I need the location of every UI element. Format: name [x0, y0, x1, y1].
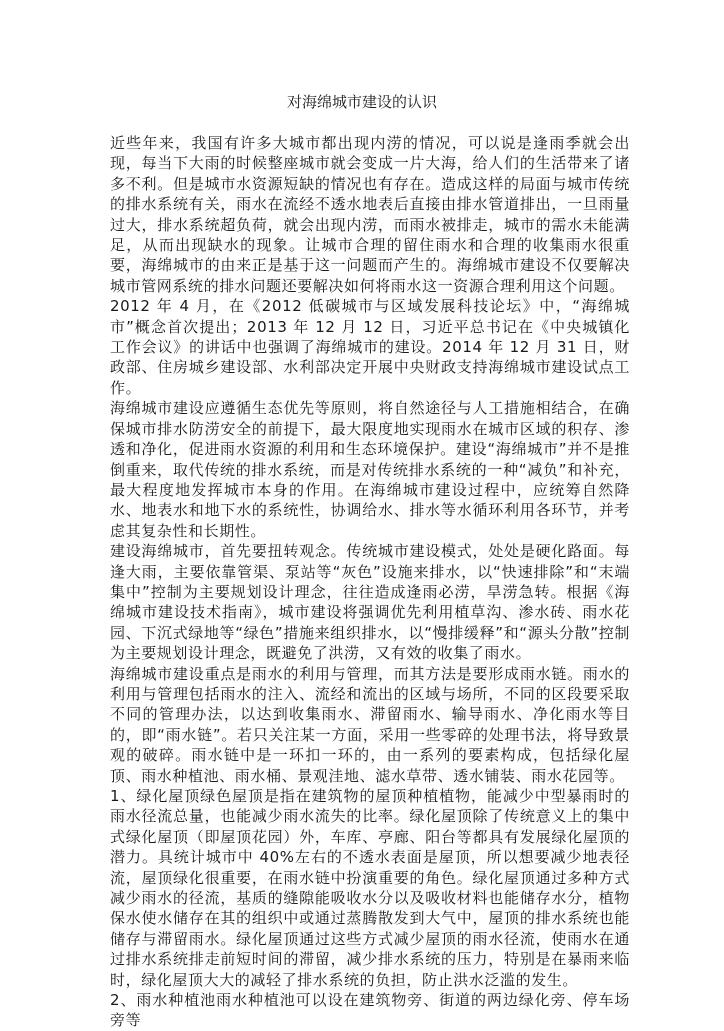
paragraph-principles: 海绵城市建设应遵循生态优先等原则，将自然途径与人工措施相结合，在确保城市排水防涝安全的前提下，最大限度地实现雨水在城市区域的积存、渗透和净化，促进雨水资源的利用和生态环境保护。建设“海绵城市”并不是推倒重来，取代传统的排水系统，而是对传统排水系统的一种“减负”和补充，最大程度地发挥城市本身的作用。在海绵城市建设过程中，应统筹自然降水、地表水和地下水的系统性，协调给水、排水等水循环利用各环节，并考虑其复杂性和长期性。	[110, 399, 630, 540]
paragraph-concept-change: 建设海绵城市，首先要扭转观念。传统城市建设模式，处处是硬化路面。每逢大雨，主要依靠管渠、泵站等“灰色”设施来排水，以“快速排除”和“末端集中”控制为主要规划设计理念，往往造成逢雨必涝，旱涝急转。根据《海绵城市建设技术指南》，城市建设将强调优先利用植草沟、渗水砖、雨水花园、下沉式绿地等“绿色”措施来组织排水，以“慢排缓释”和“源头分散”控制为主要规划设计理念，既避免了洪涝，又有效的收集了雨水。	[110, 542, 630, 663]
paragraph-rain-chain: 海绵城市建设重点是雨水的利用与管理，而其方法是要形成雨水链。雨水的利用与管理包括雨水的注入、流经和流出的区域与场所，不同的区段要采取不同的管理办法，以达到收集雨水、滞留雨水、输导雨水、净化雨水等目的，即“雨水链”。若只关注某一方面，采用一些零碎的处理书法，将导致景观的破碎。雨水链中是一环扣一环的，由一系列的要素构成，包括绿化屋顶、雨水种植池、雨水桶、景观洼地、滤水草带、透水铺装、雨水花园等。	[110, 664, 630, 785]
paragraph-intro: 近些年来，我国有许多大城市都出现内涝的情况，可以说是逢雨季就会出现，每当下大雨的时候整座城市就会变成一片大海，给人们的生活带来了诸多不利。但是城市水资源短缺的情况也有存在。造成这样的局面与城市传统的排水系统有关，雨水在流经不透水地表后直接由排水管道排出，一旦雨量过大，排水系统超负荷，就会出现内涝，而雨水被排走，城市的需水未能满足，从而出现缺水的现象。让城市合理的留住雨水和合理的收集雨水很重要，海绵城市的由来正是基于这一问题而产生的。海绵城市建设不仅要解决城市管网系统的排水问题还要解决如何将雨水这一资源合理利用这个问题。	[110, 134, 630, 295]
paragraph-planting-pool: 2、雨水种植池雨水种植池可以设在建筑物旁、街道的两边绿化旁、停车场旁等	[110, 991, 630, 1030]
document-body	[110, 133, 630, 1031]
paragraph-history: 2012 年 4 月，在《2012 低碳城市与区域发展科技论坛》中，“海绵城市”概念首次提出；2013 年 12 月 12 日，习近平总书记在《中央城镇化工作会议》的讲话中也强调了海绵城市的建设。2014 年 12 月 31 日，财政部、住房城乡建设部、水利部决定开展中央财政支持海绵城市建设试点工作。	[110, 297, 630, 397]
paragraph-green-roof: 1、绿化屋顶绿色屋顶是指在建筑物的屋顶种植植物，能减少中型暴雨时的雨水径流总量，也能减少雨水流失的比率。绿化屋顶除了传统意义上的集中式绿化屋顶（即屋顶花园）外，车库、亭廊、阳台等都具有发展绿化屋顶的潜力。具统计城市中 40%左右的不透水表面是屋顶，所以想要减少地表径流，屋顶绿化很重要，在雨水链中扮演重要的角色。绿化屋顶通过多种方式减少雨水的径流，基质的缝隙能吸收水分以及吸收材料也能储存水分，植物保水使水储存在其的组织中或通过蒸腾散发到大气中，屋顶的排水系统也能储存与滞留雨水。绿化屋顶通过这些方式减少屋顶的雨水径流，使雨水在通过排水系统排走前短时间的滞留，减少排水系统的压力，特别是在暴雨来临时，绿化屋顶大大的减轻了排水系统的负担，防止洪水泛滥的发生。	[110, 787, 630, 989]
document-title: 对海绵城市建设的认识	[286, 93, 437, 111]
